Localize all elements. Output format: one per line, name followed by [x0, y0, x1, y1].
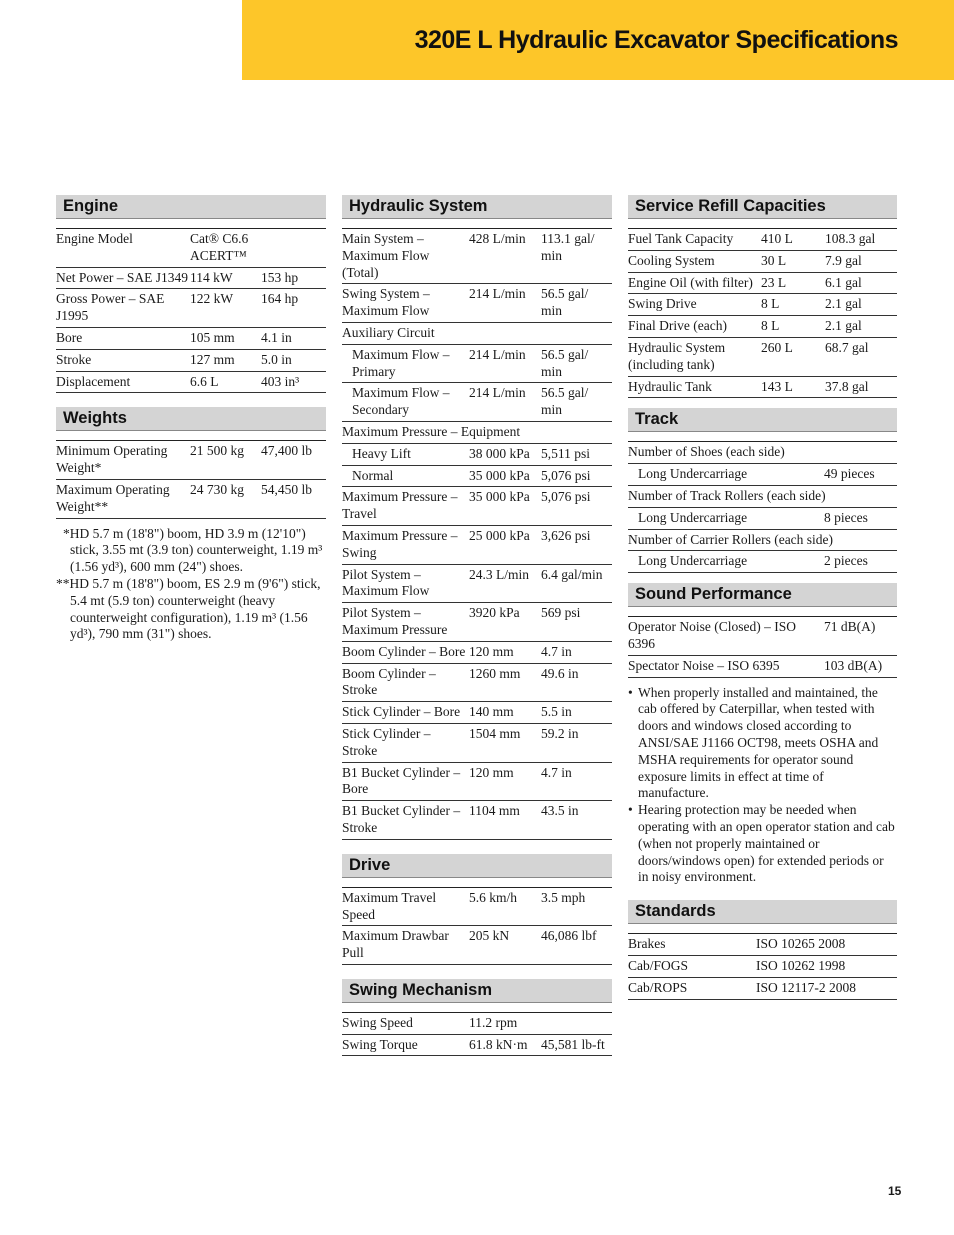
sound-notes [628, 685, 897, 887]
refill-row [628, 272, 897, 294]
standards-row [628, 955, 897, 977]
weights-notes [56, 526, 326, 644]
hydraulic-value: 56.5 gal/ min [541, 344, 612, 383]
swing-label: Swing Speed [342, 1012, 469, 1034]
engine-value: Cat® C6.6 ACERT™ [190, 229, 261, 268]
weights-section [56, 407, 326, 643]
engine-label: Displacement [56, 371, 190, 393]
engine-label: Stroke [56, 349, 190, 371]
engine-value: 164 hp [261, 289, 326, 328]
hydraulic-value: 49.6 in [541, 663, 612, 702]
hydraulic-value: 35 000 kPa [469, 465, 541, 487]
hydraulic-value: 1504 mm [469, 723, 541, 762]
track-row [628, 551, 897, 573]
engine-label: Gross Power – SAE J1995 [56, 289, 190, 328]
sound-row [628, 617, 897, 656]
standards-row [628, 977, 897, 999]
standards-value: ISO 10262 1998 [756, 955, 897, 977]
sound-table [628, 616, 897, 677]
track-row [628, 464, 897, 486]
track-group-label: Number of Shoes (each side) [628, 442, 897, 464]
track-group-label: Number of Carrier Rollers (each side) [628, 529, 897, 551]
hydraulic-label: Normal [342, 465, 469, 487]
weights-row [56, 441, 326, 480]
swing-section [342, 979, 612, 1057]
weights-label: Minimum Operating Weight* [56, 441, 190, 480]
track-table [628, 441, 897, 573]
refill-value: 8 L [761, 316, 825, 338]
hydraulic-label: Boom Cylinder – Bore [342, 641, 469, 663]
hydraulic-label: Maximum Pressure – Swing [342, 525, 469, 564]
hydraulic-value: 214 L/min [469, 344, 541, 383]
hydraulic-row [342, 564, 612, 603]
drive-table [342, 887, 612, 965]
refill-value: 143 L [761, 376, 825, 398]
refill-value: 2.1 gal [825, 316, 897, 338]
hydraulic-row [342, 702, 612, 724]
hydraulic-value: 5,511 psi [541, 443, 612, 465]
hydraulic-row [342, 762, 612, 801]
engine-value: 105 mm [190, 327, 261, 349]
hydraulic-value: 4.7 in [541, 762, 612, 801]
drive-label: Maximum Drawbar Pull [342, 926, 469, 965]
refill-value: 37.8 gal [825, 376, 897, 398]
hydraulic-value: 24.3 L/min [469, 564, 541, 603]
page-title: 320E L Hydraulic Excavator Specifications [414, 26, 898, 54]
hydraulic-label: Maximum Flow – Secondary [342, 383, 469, 422]
engine-value: 122 kW [190, 289, 261, 328]
refill-row [628, 250, 897, 272]
hydraulic-value: 569 psi [541, 603, 612, 642]
refill-value: 23 L [761, 272, 825, 294]
refill-value: 7.9 gal [825, 250, 897, 272]
engine-section [56, 195, 326, 393]
engine-value [261, 229, 326, 268]
title-banner [242, 0, 954, 80]
refill-value: 410 L [761, 229, 825, 251]
refill-label: Cooling System [628, 250, 761, 272]
refill-label: Engine Oil (with filter) [628, 272, 761, 294]
refill-value: 6.1 gal [825, 272, 897, 294]
column-right [628, 195, 897, 1010]
sound-value: 71 dB(A) [824, 617, 897, 656]
hydraulic-value: 25 000 kPa [469, 525, 541, 564]
standards-row [628, 934, 897, 956]
hydraulic-label: Stick Cylinder – Bore [342, 702, 469, 724]
refill-value: 8 L [761, 294, 825, 316]
track-label: Long Undercarriage [628, 551, 824, 573]
standards-value: ISO 10265 2008 [756, 934, 897, 956]
hydraulic-group-label: Auxiliary Circuit [342, 322, 612, 344]
hydraulic-value: 6.4 gal/min [541, 564, 612, 603]
drive-row [342, 887, 612, 926]
hydraulic-label: Pilot System – Maximum Pressure [342, 603, 469, 642]
refill-label: Hydraulic Tank [628, 376, 761, 398]
hydraulic-value: 1104 mm [469, 801, 541, 840]
hydraulic-row [342, 443, 612, 465]
engine-value: 403 in³ [261, 371, 326, 393]
standards-section [628, 900, 897, 999]
engine-row [56, 349, 326, 371]
engine-row [56, 289, 326, 328]
weights-value: 47,400 lb [261, 441, 326, 480]
swing-value: 11.2 rpm [469, 1012, 541, 1034]
refill-section [628, 195, 897, 398]
drive-value: 3.5 mph [541, 887, 612, 926]
hydraulic-value: 56.5 gal/ min [541, 284, 612, 323]
weights-row [56, 479, 326, 518]
engine-label: Bore [56, 327, 190, 349]
hydraulic-row [342, 229, 612, 284]
engine-table [56, 228, 326, 393]
hydraulic-label: B1 Bucket Cylinder – Bore [342, 762, 469, 801]
weights-table [56, 440, 326, 518]
hydraulic-section [342, 195, 612, 840]
hydraulic-group-label: Maximum Pressure – Equipment [342, 421, 612, 443]
hydraulic-row [342, 465, 612, 487]
weights-value: 54,450 lb [261, 479, 326, 518]
hydraulic-row [342, 723, 612, 762]
hydraulic-value: 120 mm [469, 762, 541, 801]
hydraulic-row [342, 487, 612, 526]
engine-value: 127 mm [190, 349, 261, 371]
sound-value: 103 dB(A) [824, 655, 897, 677]
page-number: 15 [888, 1184, 902, 1198]
hydraulic-value: 5,076 psi [541, 465, 612, 487]
hydraulic-value: 113.1 gal/ min [541, 229, 612, 284]
swing-value: 61.8 kN·m [469, 1034, 541, 1056]
refill-value: 108.3 gal [825, 229, 897, 251]
swing-row [342, 1034, 612, 1056]
hydraulic-value: 4.7 in [541, 641, 612, 663]
hydraulic-row [342, 801, 612, 840]
sound-heading: Sound Performance [628, 583, 897, 607]
track-label: Long Undercarriage [628, 507, 824, 529]
refill-row [628, 376, 897, 398]
standards-label: Cab/FOGS [628, 955, 756, 977]
standards-label: Brakes [628, 934, 756, 956]
hydraulic-heading: Hydraulic System [342, 195, 612, 219]
engine-value: 5.0 in [261, 349, 326, 371]
standards-table [628, 933, 897, 999]
refill-row [628, 316, 897, 338]
hydraulic-value: 59.2 in [541, 723, 612, 762]
refill-label: Hydraulic System (including tank) [628, 337, 761, 376]
standards-value: ISO 12117-2 2008 [756, 977, 897, 999]
engine-row [56, 229, 326, 268]
swing-value: 45,581 lb-ft [541, 1034, 612, 1056]
track-label: Long Undercarriage [628, 464, 824, 486]
refill-value: 30 L [761, 250, 825, 272]
weights-note-2: **HD 5.7 m (18'8") boom, ES 2.9 m (9'6") stick, 5.4 mt (5.9 ton) counterweight (heavy counterweight configuration), 1.19 m³ (1.56 yd³), 790 mm (31") shoes. [56, 575, 321, 642]
swing-row [342, 1012, 612, 1034]
refill-label: Final Drive (each) [628, 316, 761, 338]
engine-row [56, 267, 326, 289]
drive-label: Maximum Travel Speed [342, 887, 469, 926]
swing-value [541, 1012, 612, 1034]
weights-value: 24 730 kg [190, 479, 261, 518]
hydraulic-value: 3920 kPa [469, 603, 541, 642]
drive-value: 205 kN [469, 926, 541, 965]
column-left [56, 195, 326, 653]
engine-label: Net Power – SAE J1349 [56, 267, 190, 289]
refill-row [628, 294, 897, 316]
hydraulic-row [342, 322, 612, 344]
hydraulic-table [342, 228, 612, 840]
hydraulic-value: 140 mm [469, 702, 541, 724]
hydraulic-value: 1260 mm [469, 663, 541, 702]
track-section [628, 408, 897, 573]
hydraulic-row [342, 284, 612, 323]
engine-label: Engine Model [56, 229, 190, 268]
hydraulic-label: Main System – Maximum Flow (Total) [342, 229, 469, 284]
refill-label: Swing Drive [628, 294, 761, 316]
hydraulic-row [342, 603, 612, 642]
refill-value: 260 L [761, 337, 825, 376]
track-group-label: Number of Track Rollers (each side) [628, 485, 897, 507]
hydraulic-label: Heavy Lift [342, 443, 469, 465]
drive-value: 46,086 lbf [541, 926, 612, 965]
track-value: 2 pieces [824, 551, 897, 573]
track-row [628, 485, 897, 507]
weights-heading: Weights [56, 407, 326, 431]
engine-value: 114 kW [190, 267, 261, 289]
refill-table [628, 228, 897, 398]
hydraulic-value: 428 L/min [469, 229, 541, 284]
refill-label: Fuel Tank Capacity [628, 229, 761, 251]
sound-label: Spectator Noise – ISO 6395 [628, 655, 824, 677]
refill-heading: Service Refill Capacities [628, 195, 897, 219]
drive-row [342, 926, 612, 965]
hydraulic-label: Swing System – Maximum Flow [342, 284, 469, 323]
refill-value: 2.1 gal [825, 294, 897, 316]
hydraulic-label: Maximum Pressure – Travel [342, 487, 469, 526]
sound-section [628, 583, 897, 886]
hydraulic-value: 5.5 in [541, 702, 612, 724]
hydraulic-label: B1 Bucket Cylinder – Stroke [342, 801, 469, 840]
sound-note-1: • When properly installed and maintained, the cab offered by Caterpillar, when tested with doors and windows closed according to ANSI/SAE J1166 OCT98, meets OSHA and MSHA requirements for operator sound exposure limits in effect at time of manufacture. [628, 685, 897, 803]
refill-value: 68.7 gal [825, 337, 897, 376]
sound-note-2: • Hearing protection may be needed when operating with an open operator station and cab (when not properly maintained or doors/windows open) for extended periods or in noisy environment. [628, 802, 897, 886]
hydraulic-row [342, 663, 612, 702]
swing-table [342, 1012, 612, 1057]
refill-row [628, 337, 897, 376]
hydraulic-label: Pilot System – Maximum Flow [342, 564, 469, 603]
track-heading: Track [628, 408, 897, 432]
drive-section [342, 854, 612, 965]
refill-row [628, 229, 897, 251]
swing-label: Swing Torque [342, 1034, 469, 1056]
engine-row [56, 327, 326, 349]
track-row [628, 442, 897, 464]
track-row [628, 529, 897, 551]
hydraulic-label: Stick Cylinder – Stroke [342, 723, 469, 762]
weights-value: 21 500 kg [190, 441, 261, 480]
drive-heading: Drive [342, 854, 612, 878]
hydraulic-value: 5,076 psi [541, 487, 612, 526]
hydraulic-value: 120 mm [469, 641, 541, 663]
hydraulic-value: 35 000 kPa [469, 487, 541, 526]
track-value: 49 pieces [824, 464, 897, 486]
standards-label: Cab/ROPS [628, 977, 756, 999]
hydraulic-row [342, 525, 612, 564]
hydraulic-value: 56.5 gal/ min [541, 383, 612, 422]
sound-label: Operator Noise (Closed) – ISO 6396 [628, 617, 824, 656]
standards-heading: Standards [628, 900, 897, 924]
hydraulic-row [342, 383, 612, 422]
engine-value: 6.6 L [190, 371, 261, 393]
hydraulic-value: 38 000 kPa [469, 443, 541, 465]
hydraulic-value: 214 L/min [469, 383, 541, 422]
swing-heading: Swing Mechanism [342, 979, 612, 1003]
engine-row [56, 371, 326, 393]
track-value: 8 pieces [824, 507, 897, 529]
drive-value: 5.6 km/h [469, 887, 541, 926]
weights-note-1: *HD 5.7 m (18'8") boom, HD 3.9 m (12'10") stick, 3.55 mt (3.9 ton) counterweight, 1.19 m³ (1.56 yd³), 600 mm (24") shoes. [63, 525, 323, 575]
hydraulic-label: Maximum Flow – Primary [342, 344, 469, 383]
hydraulic-label: Boom Cylinder – Stroke [342, 663, 469, 702]
hydraulic-row [342, 421, 612, 443]
track-row [628, 507, 897, 529]
engine-heading: Engine [56, 195, 326, 219]
hydraulic-value: 3,626 psi [541, 525, 612, 564]
hydraulic-row [342, 344, 612, 383]
hydraulic-value: 214 L/min [469, 284, 541, 323]
hydraulic-row [342, 641, 612, 663]
engine-value: 4.1 in [261, 327, 326, 349]
hydraulic-value: 43.5 in [541, 801, 612, 840]
column-middle [342, 195, 612, 1066]
engine-value: 153 hp [261, 267, 326, 289]
weights-label: Maximum Operating Weight** [56, 479, 190, 518]
sound-row [628, 655, 897, 677]
